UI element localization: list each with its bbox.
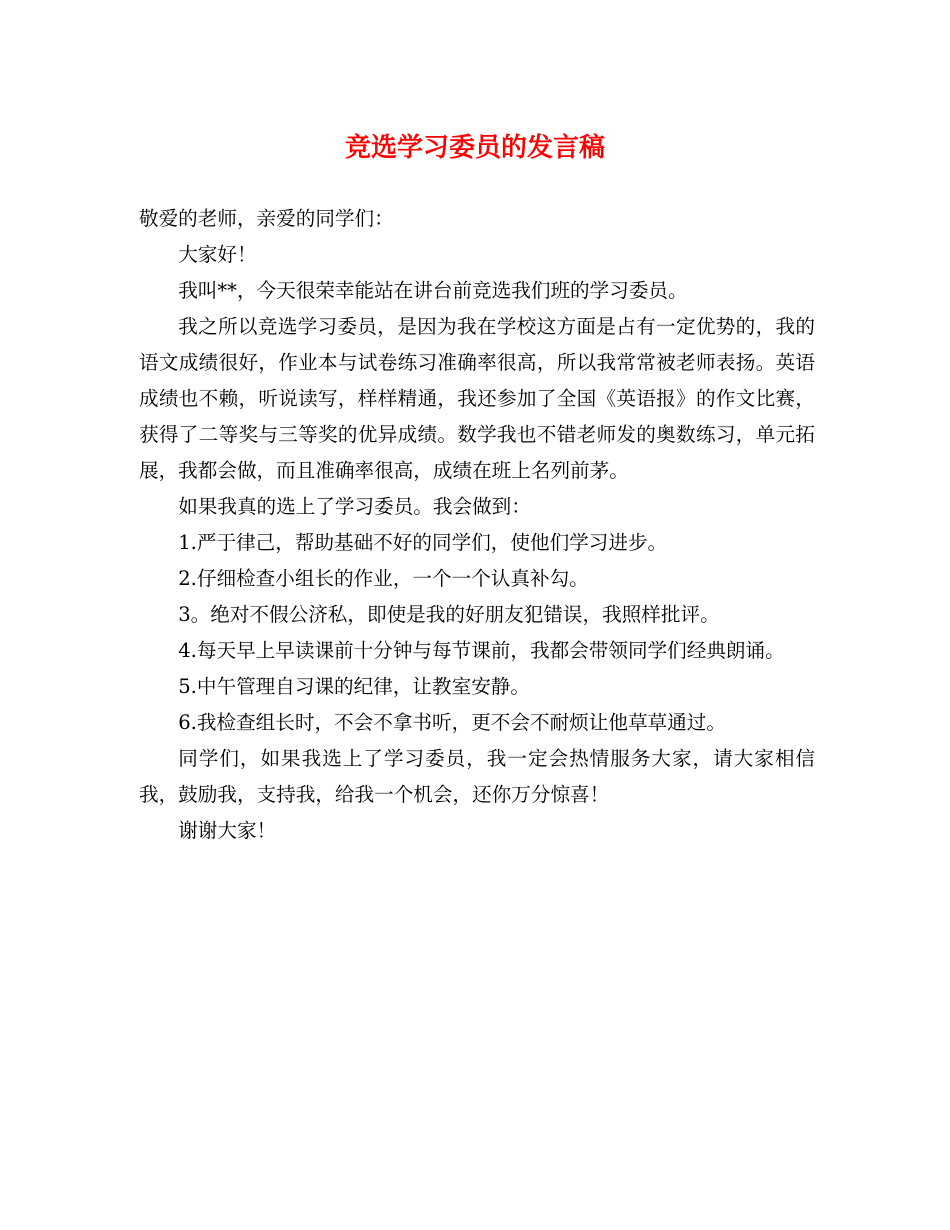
qualifications-paragraph: 我之所以竞选学习委员，是因为我在学校这方面是占有一定优势的，我的语文成绩很好，作业本与试卷练习准确率很高，所以我常常被老师表扬。英语成绩也不赖，听说读写，样样精通，我还参加了全国《英语报》的作文比赛，获得了二等奖与三等奖的优异成绩。数学我也不错老师发的奥数练习，单元拓展，我都会做，而且准确率很高，成绩在班上名列前茅。 [139, 315, 815, 482]
commitment-item-1: 1.严于律己，帮助基础不好的同学们，使他们学习进步。 [178, 531, 668, 554]
greeting: 大家好！ [178, 243, 257, 266]
self-introduction: 我叫**，今天很荣幸能站在讲台前竞选我们班的学习委员。 [178, 279, 688, 302]
commitment-item-5: 5.中午管理自习课的纪律，让教室安静。 [178, 675, 530, 698]
commitment-item-6: 6.我检查组长时，不会不拿书听，更不会不耐烦让他草草通过。 [178, 711, 726, 734]
commitment-item-4: 4.每天早上早读课前十分钟与每节课前，我都会带领同学们经典朗诵。 [178, 639, 785, 662]
thanks: 谢谢大家！ [178, 819, 277, 842]
salutation: 敬爱的老师，亲爱的同学们： [139, 207, 394, 230]
commitments-intro: 如果我真的选上了学习委员。我会做到： [178, 495, 531, 518]
document-body [139, 201, 815, 849]
closing-appeal: 同学们，如果我选上了学习委员，我一定会热情服务大家，请大家相信我，鼓励我，支持我，给我一个机会，还你万分惊喜！ [139, 747, 815, 806]
document-title: 竞选学习委员的发言稿 [344, 133, 605, 163]
commitment-item-3: 3。绝对不假公济私，即使是我的好朋友犯错误，我照样批评。 [178, 603, 720, 626]
commitment-item-2: 2.仔细检查小组长的作业，一个一个认真补勾。 [178, 567, 589, 590]
